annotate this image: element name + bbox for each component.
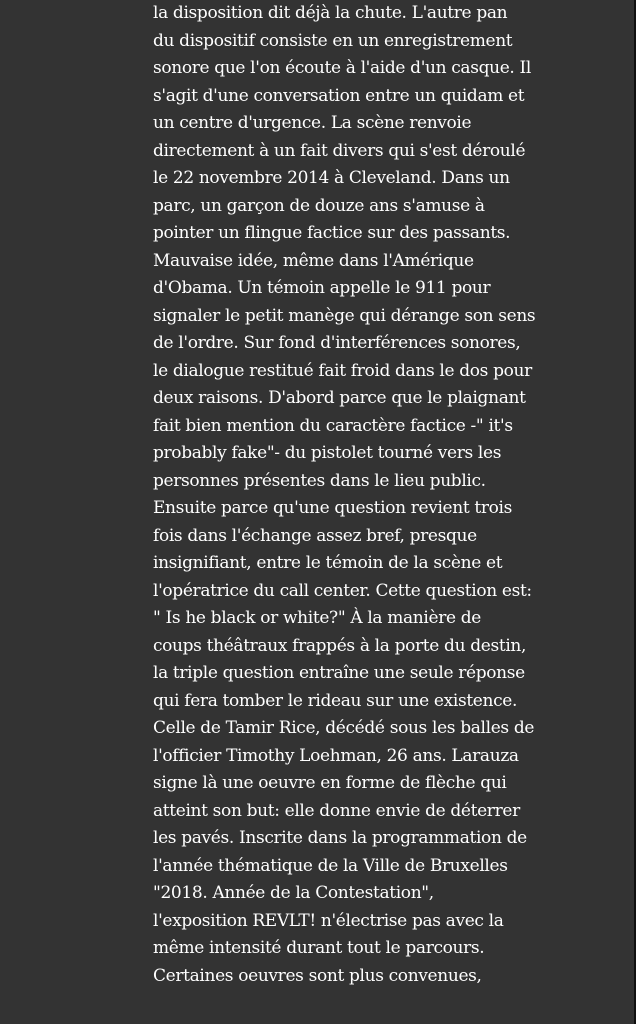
article-text-line: signaler le petit manège qui dérange son sens [153,305,536,326]
article-text-line: s'agit d'une conversation entre un quidam et [153,85,525,106]
article-text-line: un centre d'urgence. La scène renvoie [153,113,472,133]
article-text-line: l'opératrice du call center. Cette question est: [153,580,532,601]
article-text-line: même intensité durant tout le parcours. [153,938,485,958]
article-text-line: directement à un fait divers qui s'est déroulé [153,140,526,161]
article-text-line: qui fera tomber le rideau sur une existence. [153,690,518,711]
article-text-line: l'exposition REVLT! n'électrise pas avec la [153,910,504,931]
article-text-line: atteint son but: elle donne envie de déterrer [153,800,520,821]
article-text-line: Ensuite parce qu'une question revient trois [153,498,513,518]
article-text-line: coups théâtraux frappés à la porte du destin, [153,635,527,656]
article-text-line: Certaines oeuvres sont plus convenues, [153,965,482,986]
article-text-line: de l'ordre. Sur fond d'interférences sonores, [153,333,521,353]
article-text-line: l'année thématique de la Ville de Bruxelles [153,855,508,876]
article-text-line: "2018. Année de la Contestation", [153,883,434,903]
article-text-line: d'Obama. Un témoin appelle le 911 pour [153,278,491,298]
article-text-line: la disposition dit déjà la chute. L'autre pan [153,3,508,23]
article-text-line: deux raisons. D'abord parce que le plaignant [153,388,526,408]
article-body [153,0,593,990]
article-text-line: fois dans l'échange assez bref, presque [153,525,477,546]
article-text-line: " Is he black or white?" À la manière de [153,608,481,628]
article-text-line: fait bien mention du caractère factice -" it's [153,415,513,436]
article-text-line: sonore que l'on écoute à l'aide d'un casque. Il [153,58,531,78]
article-text-line: probably fake"- du pistolet tourné vers les [153,443,502,463]
article-text-line: le 22 novembre 2014 à Cleveland. Dans un [153,168,510,188]
article-text-line: l'officier Timothy Loehman, 26 ans. Larauza [153,745,519,766]
article-text-line: Mauvaise idée, même dans l'Amérique [153,250,474,271]
article-text-line: parc, un garçon de douze ans s'amuse à [153,195,485,216]
article-text-line: Celle de Tamir Rice, décédé sous les balles de [153,718,535,738]
article-text-line: le dialogue restitué fait froid dans le dos pour [153,360,532,381]
article-text-line: pointer un flingue factice sur des passants. [153,223,511,243]
article-text-line: signe là une oeuvre en forme de flèche qui [153,773,507,793]
article-text-line: la triple question entraîne une seule réponse [153,663,525,683]
article-text-line: les pavés. Inscrite dans la programmation de [153,828,527,848]
article-text-line: insignifiant, entre le témoin de la scène et [153,553,503,573]
article-text-line: personnes présentes dans le lieu public. [153,470,486,491]
article-text-line: du dispositif consiste en un enregistrement [153,30,513,51]
